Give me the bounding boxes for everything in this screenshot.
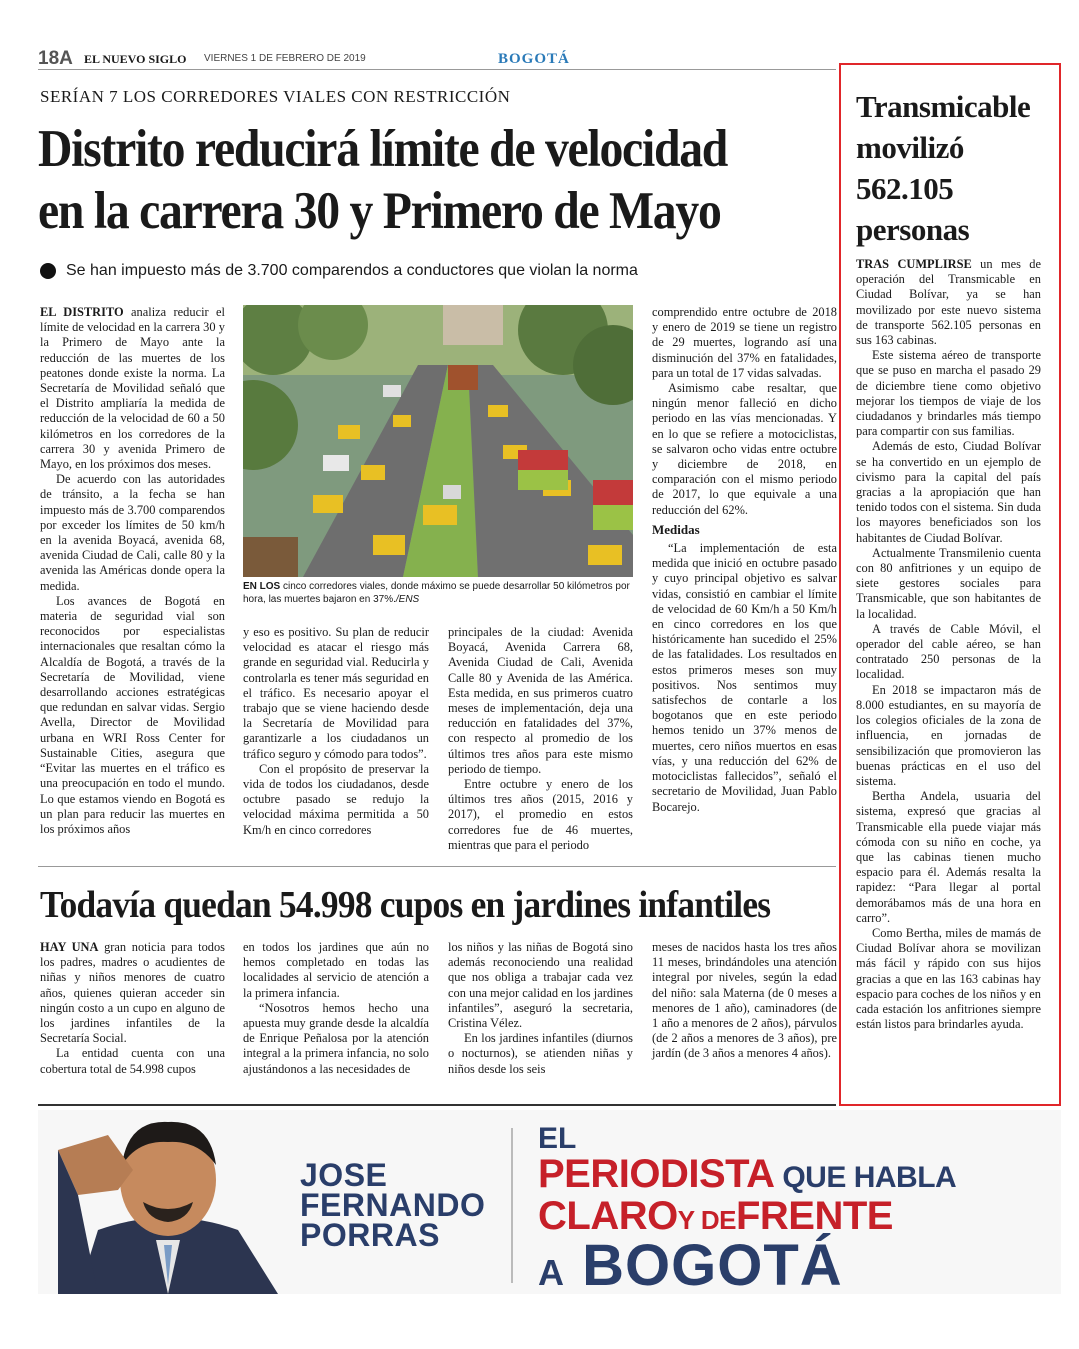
main-article-column-2 bbox=[243, 625, 429, 838]
paragraph: Los avances de Bogotá en materia de seguridad vial son reconocidos por especialistas internacionales que resaltan cómo la Alcaldía de Bogotá, a través de la Secretaría de Movilidad, viene desarrollando acciones estratégicas que redundan en salvar vidas. Sergio Avella, Director de Movilidad urbana en WRI Ross Center for Sustainable Cities, asegura que “Evitar las muertes en el tráfico es una preocupación en todo el mundo. Lo que estamos viendo en Bogotá es un plan para reducir las muertes en los próximos años bbox=[40, 593, 225, 836]
paragraph: y eso es positivo. Su plan de reducir velocidad es atacar el riesgo más grande en seguridad vial. Reducirla y controlarla es tener más seguridad en el tráfico. Es necesario apoyar el trabajo que se viene haciendo desde la Secretaría de Movilidad para garantizarle a los ciudadanos un tráfico seguro y cómodo para todos”. bbox=[243, 625, 429, 761]
presenter-portrait bbox=[38, 1110, 298, 1294]
page-header bbox=[38, 48, 836, 70]
ad-slogan-line3: CLAROY DEFRENTE bbox=[538, 1194, 893, 1238]
sidebar-body: TRAS CUMPLIRSE un mes de operación del Transmicable en Ciudad Bolívar, ya se han movilizado por este nuevo sistema de transporte 562.105 personas en sus 163 cabinas. Este sistema aéreo de transporte que se puso en marcha el pasado 29 de diciembre tiene como objetivo mejorar los tiempos de viaje de los ciudadanos y brindarles más tiempo para compartir con sus familias. Además de esto, Ciudad Bolívar se ha convertido en un ejemplo de civismo para la capital del país gracias a la apropiación que han tenido todos con el sistema. Sin duda los mayores beneficiados son los habitantes de Ciudad Bolívar. Actualmente Transmilenio cuenta con 80 anfitriones y un equipo de siete gestores sociales para Transmicable, que son habitantes de la localidad. A través de Cable Móvil, el operador del cable aéreo, se han contratado 250 personas de la localidad. En 2018 se impactaron más de 8.000 estudiantes, en su mayoría de los colegios oficiales de la zona de influencia, en jornadas de sensibilización que promovieron las buenas prácticas en el uso del sistema. Bertha Andela, usuaria del sistema, expresó que gracias al Transmicable ella puede viajar más cómoda con su niño en coche, ya que las cabinas tienen mucho espacio para él. Además resalta la rapidez: “Para llegar al portal demorábamos más de una hora en carro”. Como Bertha, miles de mamás de Ciudad Bolívar ahora se movilizan más fácil y rápido con sus hijos gracias a que en las 163 cabinas hay espacio para coches de los niños y en cada estación los anfitriones siempre están listos para brindarles ayuda. bbox=[856, 257, 1042, 1032]
lead-word: EL DISTRITO bbox=[40, 305, 124, 319]
bullet-icon bbox=[40, 263, 56, 279]
paragraph: comprendido entre octubre de 2018 y enero de 2019 se tiene un registro de 29 muertes, logrando así una disminución del 37% en fatalidades, para un total de 17 vidas salvadas. bbox=[652, 305, 837, 380]
lead-word: TRAS CUMPLIRSE bbox=[856, 257, 972, 271]
paragraph: los niños y las niñas de Bogotá sino además reconociendo una realidad que nos obliga a trabajar cada vez con una mejor calidad en los jardines infantiles”, aseguró la secretaria, Cristina Vélez. bbox=[448, 940, 633, 1031]
second-article-column-4 bbox=[652, 940, 837, 1062]
page-number: 18A bbox=[38, 48, 73, 69]
ad-presenter-name: JOSE FERNANDO PORRAS bbox=[300, 1157, 486, 1253]
photo-caption: EN LOS cinco corredores viales, donde máximo se puede desarrollar 50 kilómetros por hora, las muertes bajaron en 37%./ENS bbox=[243, 581, 630, 605]
second-headline: Todavía quedan 54.998 cupos en jardines infantiles bbox=[40, 884, 771, 926]
section-subhead: Medidas bbox=[652, 521, 700, 537]
ad-separator bbox=[511, 1128, 513, 1283]
sidebar-title: Transmicable movilizó 562.105 personas bbox=[856, 89, 1031, 247]
publication-date: VIERNES 1 DE FEBRERO DE 2019 bbox=[204, 53, 366, 64]
advertisement-banner bbox=[38, 1110, 1061, 1294]
main-article-column-3 bbox=[448, 625, 633, 853]
main-headline bbox=[38, 118, 758, 242]
second-article-column-1: HAY UNA gran noticia para todos los padres, madres o acudientes de niñas y niños menores de cuatro años, quienes quieran acceder sin ningún costo a un cupo en alguno de los jardines infantiles de la Secretaría Social. La entidad cuenta con una cobertura total de 54.998 cupos bbox=[40, 940, 225, 1076]
main-headline-line2: en la carrera 30 y Primero de Mayo bbox=[38, 182, 721, 240]
paragraph: De acuerdo con las autoridades de tránsito, a la fecha se han impuesto más de 3.700 comparendos por exceder los límites de 50 km/h en la avenida Boyacá, avenida 68, avenida Ciudad de Cali, calle 80 y la avenida las Américas donde opera la medida. bbox=[40, 472, 225, 593]
paragraph: en todos los jardines que aún no hemos completado en todas las localidades al servicio de atención a la primera infancia. bbox=[243, 940, 429, 1000]
article-photo bbox=[243, 305, 633, 577]
paragraph: Además de esto, Ciudad Bolívar se ha convertido en un ejemplo de civismo para la capital del país gracias a la apropiación que han tenido todos con el sistema. Sin duda los mayores beneficiados son los habitantes de Ciudad Bolívar. bbox=[856, 439, 1041, 545]
article-kicker: SERÍAN 7 LOS CORREDORES VIALES CON RESTRICCIÓN bbox=[40, 87, 511, 106]
ad-divider bbox=[38, 1104, 836, 1106]
paragraph: meses de nacidos hasta los tres años 11 meses, brindándoles una atención integral por niveles, según la edad del niño: sala Materna (de 0 meses a menores de 1 año), caminadores (de 1 año a menores de 2 años), párvulos (de 2 años a menores de 3 años), pre jardín (de 3 años a menores 4 años). bbox=[652, 940, 837, 1061]
paragraph: Asimismo cabe resaltar, que ningún menor falleció en dicho periodo en las vías mencionadas. Y en lo que se refiere a motociclistas, se salvaron ocho vidas entre octubre y diciembre de 2018, en comparación con el mismo periodo de 2017, lo que equivale a una reducción del 62%. bbox=[652, 381, 837, 517]
paragraph: “Nosotros hemos hecho una apuesta muy grande desde la alcaldía de Enrique Peñalosa por la atención integral a la primera infancia, no solo ajustándonos a las necesidades de bbox=[243, 1000, 429, 1076]
paragraph: En los jardines infantiles (diurnos o nocturnos), se atienden niñas y niños desde los seis bbox=[448, 1031, 633, 1076]
traffic-photo-illustration bbox=[243, 305, 633, 577]
main-article-column-4 bbox=[652, 305, 837, 815]
caption-lead: EN LOS bbox=[243, 581, 281, 592]
section-name: BOGOTÁ bbox=[498, 51, 570, 67]
article-subhead bbox=[40, 262, 638, 280]
second-article-column-3 bbox=[448, 940, 633, 1077]
newspaper-name: EL NUEVO SIGLO bbox=[84, 52, 187, 66]
paragraph: Con el propósito de preservar la vida de todos los ciudadanos, desde octubre pasado se redujo la velocidad máxima permitida a 50 Km/h en cinco corredores bbox=[243, 761, 429, 837]
paragraph: En 2018 se impactaron más de 8.000 estudiantes, en su mayoría de los colegios oficiales de la zona de influencia, en jornadas de sensibilización que promovieron las buenas prácticas en el uso del sistema. bbox=[856, 682, 1041, 788]
lead-word: HAY UNA bbox=[40, 940, 99, 954]
second-article-column-2 bbox=[243, 940, 429, 1077]
paragraph: Como Bertha, miles de mamás de Ciudad Bolívar ahora se movilizan más fácil y rápido con sus hijos gracias a que en las 163 cabinas hay espacio para coches de los niños y en cada estación los anfitriones siempre están listos para brindarles ayuda. bbox=[856, 925, 1041, 1032]
main-headline-line1: Distrito reducirá límite de velocidad bbox=[38, 120, 728, 178]
paragraph: principales de la ciudad: Avenida Boyacá, Avenida Carrera 68, Avenida Ciudad de Cali, Avenida Calle 80 y Avenida de las América. Esta medida, en sus primeros cuatro meses de implementación, deja una reducción en fatalidades del 37%, con respecto al promedio de los últimos tres años para este mismo periodo de tiempo. bbox=[448, 625, 633, 776]
subhead-text: Se han impuesto más de 3.700 comparendos a conductores que violan la norma bbox=[66, 262, 638, 279]
main-article-column-1: EL DISTRITO analiza reducir el límite de velocidad en la carrera 30 y la Primero de Mayo ante la reducción de las muertes de los peatones donde existe la norma. La Secretaría de Movilidad señaló que el Distrito ampliaría la medida de reducción de la velocidad de 60 a 50 kilómetros en los corredores de la carrera 30 y avenida Primero de Mayo, en los próximos dos meses. De acuerdo con las autoridades de tránsito, a la fecha se han impuesto más de 3.700 comparendos por exceder los límites de 50 km/h en la avenida Boyacá, avenida 68, avenida Ciudad de Cali, calle 80 y la avenida las Américas donde opera la medida. Los avances de Bogotá en materia de seguridad vial son reconocidos por especialistas internacionales que resaltan cómo la Alcaldía de Bogotá, a través de la Secretaría de Movilidad, viene desarrollando acciones estratégicas que redundan en salvar vidas. Sergio Avella, Director de Movilidad urbana en WRI Ross Center for Sustainable Cities, asegura que “Evitar las muertes en el tráfico es una preocupación en todo el mundo. Lo que estamos viendo en Bogotá es un plan para reducir las muertes en los próximos años bbox=[40, 305, 225, 836]
ad-slogan-line1: EL bbox=[538, 1122, 577, 1155]
paragraph: Bertha Andela, usuaria del sistema, expresó que gracias al Transmicable ella puede viajar más cómoda con su niño en coche, ya que las cabinas tienen mucho espacio para él. Además resalta la rapidez: “Para llegar al portal demorábamos más de una hora en carro”. bbox=[856, 789, 1041, 925]
article-divider bbox=[38, 866, 836, 867]
paragraph: “La implementación de esta medida que inició en octubre pasado y cuyo principal objetivo es salvar vidas, consistió en cambiar el límite de velocidad de 60 Km/h a 50 Km/h en cinco corredores en los que históricamente han sucedido el 25% de las fatalidades. Los resultados en estos primeros meses son muy positivos. Nos sentimos muy satisfechos de contarle a los bogotanos que en este periodo hemos tenido un 37% menos de muertes, cero niños muertos en esas vías, y una reducción del 62% de motociclistas fallecidos”, señaló el secretario de Movilidad, Juan Pablo Bocarejo. bbox=[652, 541, 837, 814]
ad-slogan-line4: A BOGOTÁ bbox=[538, 1233, 843, 1294]
ad-slogan-line2: PERIODISTA QUE HABLA bbox=[538, 1152, 957, 1196]
paragraph: La entidad cuenta con una cobertura total de 54.998 cupos bbox=[40, 1046, 225, 1076]
paragraph: Entre octubre y enero de los últimos tres años (2015, 2016 y 2017), el promedio en estos corredores fue de 46 muertes, mientras que para el periodo bbox=[448, 777, 633, 852]
paragraph: Actualmente Transmilenio cuenta con 80 anfitriones y un equipo de siete gestores sociales para Transmicable, que son habitantes de la localidad. bbox=[856, 545, 1041, 621]
photo-credit: /ENS bbox=[395, 594, 420, 605]
paragraph: Este sistema aéreo de transporte que se puso en marcha el pasado 29 de diciembre tiene como objetivo mejorar los tiempos de viaje de los ciudadanos y brindarles más tiempo para compartir con sus familias. bbox=[856, 348, 1041, 439]
paragraph: A través de Cable Móvil, el operador del cable aéreo, se han contratado 250 personas de la localidad. bbox=[856, 621, 1041, 682]
